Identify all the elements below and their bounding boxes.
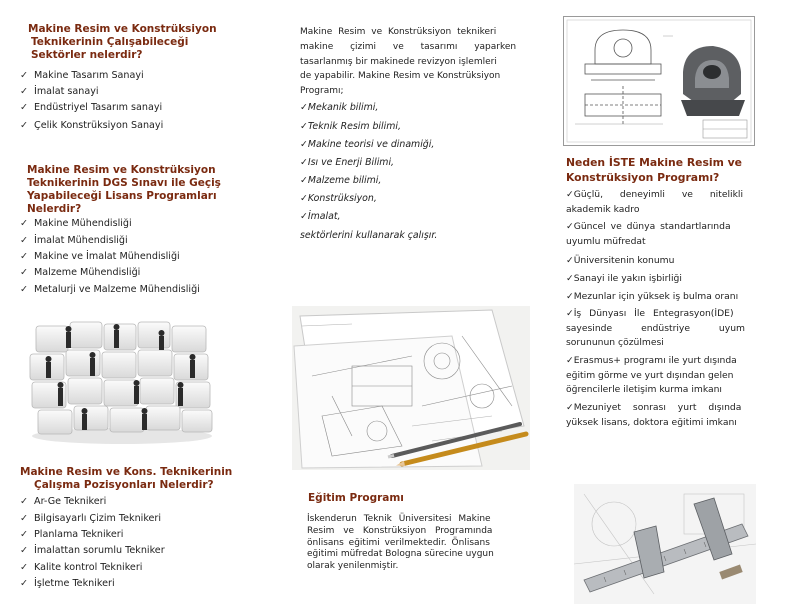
heading-dgs: Makine Resim ve Konstrüksiyon Teknikerinin DGS Sınavı ile Geçiş Yapabileceği Lisans Programları Nelerdir? bbox=[27, 164, 221, 215]
check-icon: ✓ bbox=[300, 157, 308, 168]
list-item: ✓ Ar-Ge Teknikeri bbox=[20, 496, 107, 507]
heading-education: Eğitim Programı bbox=[308, 492, 404, 504]
list-item: ✓ Malzeme Mühendisliği bbox=[20, 267, 141, 278]
check-icon: ✓ bbox=[20, 235, 29, 246]
check-icon: ✓ bbox=[20, 267, 29, 278]
skill-item: ✓İmalat, bbox=[300, 211, 341, 222]
check-icon: ✓ bbox=[300, 121, 308, 132]
skill-item: ✓Konstrüksiyon, bbox=[300, 193, 377, 204]
reason-item: ✓Güçlü, deneyimli ve nitelikli akademik kadro bbox=[566, 189, 744, 215]
check-icon: ✓ bbox=[20, 86, 29, 97]
heading-why-iste: Neden İSTE Makine Resim ve Konstrüksiyon Programı? bbox=[566, 156, 742, 184]
check-icon: ✓ bbox=[20, 529, 29, 540]
reason-item: ✓Üniversitenin konumu bbox=[566, 255, 675, 266]
reason-item: ✓İş Dünyası İle Entegrasyon(İDE) sayesinde endüstriye uyum sorununun çözülmesi bbox=[566, 308, 745, 349]
skill-item: ✓Mekanik bilimi, bbox=[300, 102, 379, 113]
check-icon: ✓ bbox=[300, 139, 308, 150]
check-icon: ✓ bbox=[20, 513, 29, 524]
list-item: ✓ Endüstriyel Tasarım sanayi bbox=[20, 102, 163, 113]
list-item: ✓ Makine ve İmalat Mühendisliği bbox=[20, 251, 180, 262]
check-icon: ✓ bbox=[20, 120, 29, 131]
check-icon: ✓ bbox=[20, 284, 29, 295]
heading-sectors: Makine Resim ve Konstrüksiyon Teknikerinin Çalışabileceği Sektörler nelerdir? bbox=[28, 23, 217, 61]
list-item: ✓ İmalat Mühendisliği bbox=[20, 235, 128, 246]
list-item: ✓ Planlama Teknikeri bbox=[20, 529, 124, 540]
closing-text: sektörlerini kullanarak çalışır. bbox=[300, 230, 438, 241]
skill-item: ✓Isı ve Enerji Bilimi, bbox=[300, 157, 395, 168]
check-icon: ✓ bbox=[300, 211, 308, 222]
list-item: ✓ Bilgisayarlı Çizim Teknikeri bbox=[20, 513, 162, 524]
list-item: ✓ İşletme Teknikeri bbox=[20, 578, 115, 589]
check-icon: ✓ bbox=[20, 496, 29, 507]
check-icon: ✓ bbox=[300, 193, 308, 204]
check-icon: ✓ bbox=[20, 102, 29, 113]
list-item: ✓ İmalattan sorumlu Tekniker bbox=[20, 545, 165, 556]
skill-item: ✓Makine teorisi ve dinamiği, bbox=[300, 139, 435, 150]
intro-paragraph: Makine Resim ve Konstrüksiyon teknikeri makine çizimi ve tasarımı yaparken tasarlanmış bir makinede revizyon işlemleri de yapabilir. Makine Resim ve Konstrüksiyon Programı; bbox=[300, 27, 517, 97]
reason-item: ✓Güncel ve dünya standartlarında uyumlu müfredat bbox=[566, 221, 731, 247]
list-item: ✓ Metalurji ve Malzeme Mühendisliği bbox=[20, 284, 200, 295]
check-icon: ✓ bbox=[20, 251, 29, 262]
skill-item: ✓Malzeme bilimi, bbox=[300, 175, 382, 186]
list-item: ✓ İmalat sanayi bbox=[20, 86, 99, 97]
reason-item: ✓Sanayi ile yakın işbirliği bbox=[566, 273, 682, 284]
check-icon: ✓ bbox=[20, 70, 29, 81]
check-icon: ✓ bbox=[20, 562, 29, 573]
reason-item: ✓Mezunlar için yüksek iş bulma oranı bbox=[566, 291, 739, 302]
reason-item: ✓Mezuniyet sonrası yurt dışında yüksek lisans, doktora eğitimi imkanı bbox=[566, 402, 742, 428]
caliper-image bbox=[574, 484, 756, 604]
technical-drawing-image bbox=[292, 306, 530, 470]
list-item: ✓ Makine Tasarım Sanayi bbox=[20, 70, 144, 81]
check-icon: ✓ bbox=[20, 578, 29, 589]
education-paragraph: İskenderun Teknik Üniversitesi Makine Resim ve Konstrüksiyon Programında önlisans eğitimi verilmektedir. Önlisans eğitimi müfredat Bologna sürecine uygun olarak yenilenmiştir. bbox=[307, 514, 494, 572]
check-icon: ✓ bbox=[20, 545, 29, 556]
list-item: ✓ Kalite kontrol Teknikeri bbox=[20, 562, 143, 573]
reason-item: ✓Erasmus+ programı ile yurt dışında eğitim görme ve yurt dışından gelen öğrencilerle iletişim kurma imkanı bbox=[566, 355, 737, 396]
skill-item: ✓Teknik Resim bilimi, bbox=[300, 121, 401, 132]
list-item: ✓ Makine Mühendisliği bbox=[20, 218, 132, 229]
heading-positions: Makine Resim ve Kons. Teknikerinin Çalışma Pozisyonları Nelerdir? bbox=[20, 466, 233, 491]
check-icon: ✓ bbox=[20, 218, 29, 229]
puzzle-people-image bbox=[22, 318, 222, 448]
list-item: ✓ Çelik Konstrüksiyon Sanayi bbox=[20, 120, 164, 131]
check-icon: ✓ bbox=[300, 175, 308, 186]
check-icon: ✓ bbox=[300, 102, 308, 113]
cad-drawing-image bbox=[563, 16, 755, 146]
